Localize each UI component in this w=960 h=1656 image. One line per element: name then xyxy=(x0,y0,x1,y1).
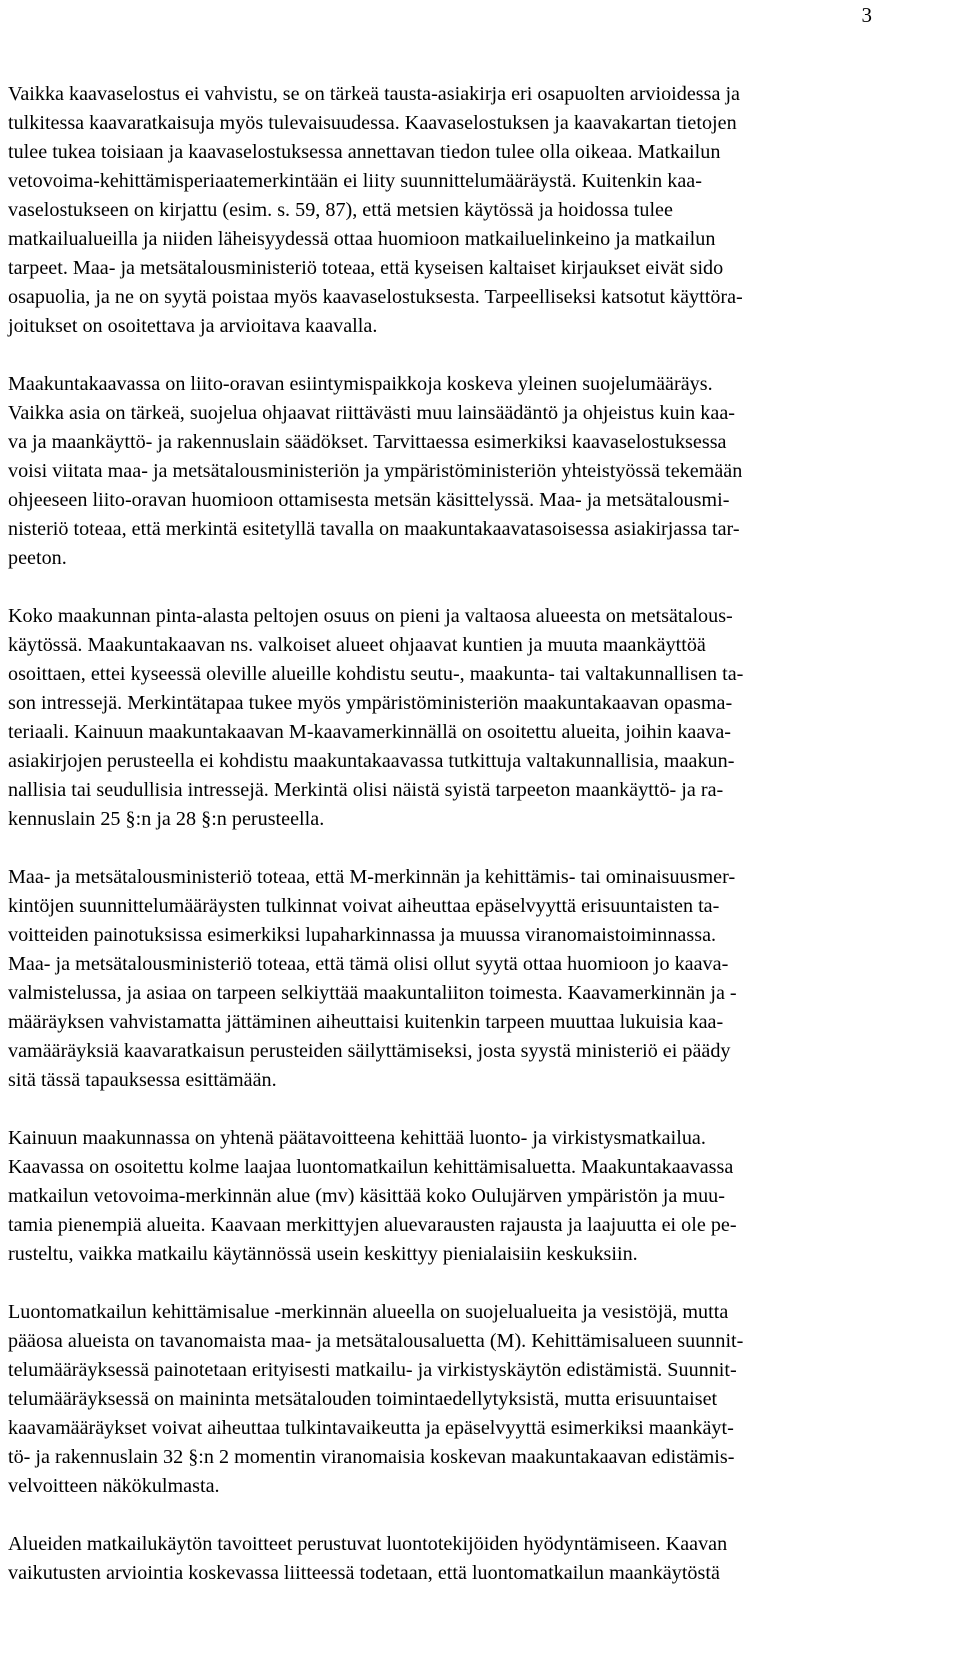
text-line: vaselostukseen on kirjattu (esim. s. 59, 87), että metsien käytössä ja hoidossa tulee xyxy=(8,199,673,221)
text-line: Alueiden matkailukäytön tavoitteet perustuvat luontotekijöiden hyödyntämiseen. Kaavan xyxy=(8,1533,728,1555)
text-line: tarpeet. Maa- ja metsätalousministeriö toteaa, että kyseisen kaltaiset kirjaukset eivät sido xyxy=(8,257,724,279)
text-line: Maakuntakaavassa on liito-oravan esiintymispaikkoja koskeva yleinen suojelumääräys. xyxy=(8,373,713,395)
text-line: valmistelussa, ja asiaa on tarpeen selkiyttää maakuntaliiton toimesta. Kaavamerkinnän ja - xyxy=(8,982,737,1004)
paragraph-4 xyxy=(8,863,958,1095)
text-line: Maa- ja metsätalousministeriö toteaa, että M-merkinnän ja kehittämis- tai ominaisuusmer- xyxy=(8,866,736,888)
text-line: teriaali. Kainuun maakuntakaavan M-kaavamerkinnällä on osoitettu alueita, joihin kaava- xyxy=(8,721,732,743)
text-line: voisi viitata maa- ja metsätalousministeriön ja ympäristöministeriön yhteistyössä tekemään xyxy=(8,460,743,482)
text-line: son intressejä. Merkintätapaa tukee myös ympäristöministeriön maakuntakaavan opasma- xyxy=(8,692,733,714)
text-line: vaikutusten arviointia koskevassa liitteessä todetaan, että luontomatkailun maankäytöstä xyxy=(8,1562,720,1584)
text-line: tulee tukea toisiaan ja kaavaselostuksessa annettavan tiedon tulee olla oikeaa. Matkailun xyxy=(8,141,721,163)
paragraph-3 xyxy=(8,602,958,834)
text-line: Vaikka kaavaselostus ei vahvistu, se on tärkeä tausta-asiakirja eri osapuolten arvioidessa ja xyxy=(8,83,740,105)
page-number: 3 xyxy=(861,3,872,27)
text-line: määräyksen vahvistamatta jättäminen aiheuttaisi kuitenkin tarpeen muuttaa lukuisia kaa- xyxy=(8,1011,724,1033)
text-line: Luontomatkailun kehittämisalue -merkinnän alueella on suojelualueita ja vesistöjä, mutta xyxy=(8,1301,729,1323)
text-line: käytössä. Maakuntakaavan ns. valkoiset alueet ohjaavat kuntien ja muuta maankäyttöä xyxy=(8,634,706,656)
text-line: telumääräyksessä on maininta metsätalouden toimintaedellytyksistä, mutta erisuuntaiset xyxy=(8,1388,718,1410)
text-line: osapuolia, ja ne on syytä poistaa myös kaavaselostuksesta. Tarpeelliseksi katsotut käyttöra- xyxy=(8,286,743,308)
text-line: telumääräyksessä painotetaan erityisesti matkailu- ja virkistyskäytön edistämistä. Suunnit- xyxy=(8,1359,737,1381)
text-line: tulkitessa kaavaratkaisuja myös tulevaisuudessa. Kaavaselostuksen ja kaavakartan tietojen xyxy=(8,112,737,134)
text-line: peeton. xyxy=(8,547,67,569)
paragraph-7 xyxy=(8,1530,958,1588)
text-line: tö- ja rakennuslain 32 §:n 2 momentin viranomaisia koskevan maakuntakaavan edistämis- xyxy=(8,1446,735,1468)
text-line: nisteriö toteaa, että merkintä esitetyllä tavalla on maakuntakaavatasoisessa asiakirjassa tar- xyxy=(8,518,740,540)
text-line: Maa- ja metsätalousministeriö toteaa, että tämä olisi ollut syytä ottaa huomioon jo kaava- xyxy=(8,953,729,975)
text-line: asiakirjojen perusteella ei kohdistu maakuntakaavassa tutkittuja valtakunnallisia, maakun- xyxy=(8,750,735,772)
text-line: rusteltu, vaikka matkailu käytännössä usein keskittyy pienialaisiin keskuksiin. xyxy=(8,1243,638,1265)
paragraph-6 xyxy=(8,1298,958,1501)
text-line: va ja maankäyttö- ja rakennuslain säädökset. Tarvittaessa esimerkiksi kaavaselostuksessa xyxy=(8,431,727,453)
text-line: Vaikka asia on tärkeä, suojelua ohjaavat riittävästi muu lainsäädäntö ja ohjeistus kuin kaa- xyxy=(8,402,735,424)
text-line: vamääräyksiä kaavaratkaisun perusteiden säilyttämiseksi, josta syystä ministeriö ei päädy xyxy=(8,1040,731,1062)
document-body xyxy=(8,80,958,1617)
text-line: Kaavassa on osoitettu kolme laajaa luontomatkailun kehittämisaluetta. Maakuntakaavassa xyxy=(8,1156,734,1178)
text-line: matkailun vetovoima-merkinnän alue (mv) käsittää koko Oulujärven ympäristön ja muu- xyxy=(8,1185,725,1207)
text-line: velvoitteen näkökulmasta. xyxy=(8,1475,220,1497)
text-line: joitukset on osoitettava ja arvioitava kaavalla. xyxy=(8,315,378,337)
text-line: ohjeeseen liito-oravan huomioon ottamisesta metsän käsittelyssä. Maa- ja metsätalousmi- xyxy=(8,489,730,511)
text-line: vetovoima-kehittämisperiaatemerkintään ei liity suunnittelumääräystä. Kuitenkin kaa- xyxy=(8,170,702,192)
text-line: kennuslain 25 §:n ja 28 §:n perusteella. xyxy=(8,808,325,830)
text-line: osoittaen, ettei kyseessä oleville alueille kohdistu seutu-, maakunta- tai valtakunnallisen ta- xyxy=(8,663,744,685)
text-line: nallisia tai seudullisia intressejä. Merkintä olisi näistä syistä tarpeeton maankäyttö- ja ra- xyxy=(8,779,724,801)
text-line: sitä tässä tapauksessa esittämään. xyxy=(8,1069,277,1091)
text-line: Kainuun maakunnassa on yhtenä päätavoitteena kehittää luonto- ja virkistysmatkailua. xyxy=(8,1127,706,1149)
text-line: pääosa alueista on tavanomaista maa- ja metsätalousaluetta (M). Kehittämisalueen suunnit- xyxy=(8,1330,744,1352)
text-line: Koko maakunnan pinta-alasta peltojen osuus on pieni ja valtaosa alueesta on metsätalous- xyxy=(8,605,733,627)
paragraph-1 xyxy=(8,80,958,341)
paragraph-2 xyxy=(8,370,958,573)
text-line: tamia pienempiä alueita. Kaavaan merkittyjen aluevarausten rajausta ja laajuutta ei ole pe- xyxy=(8,1214,737,1236)
paragraph-5 xyxy=(8,1124,958,1269)
text-line: kintöjen suunnittelumääräysten tulkinnat voivat aiheuttaa epäselvyyttä erisuuntaisten ta- xyxy=(8,895,720,917)
text-line: voitteiden painotuksissa esimerkiksi lupaharkinnassa ja muussa viranomaistoiminnassa. xyxy=(8,924,717,946)
text-line: kaavamääräykset voivat aiheuttaa tulkintavaikeutta ja epäselvyyttä esimerkiksi maankäyt- xyxy=(8,1417,734,1439)
text-line: matkailualueilla ja niiden läheisyydessä ottaa huomioon matkailuelinkeino ja matkailun xyxy=(8,228,716,250)
